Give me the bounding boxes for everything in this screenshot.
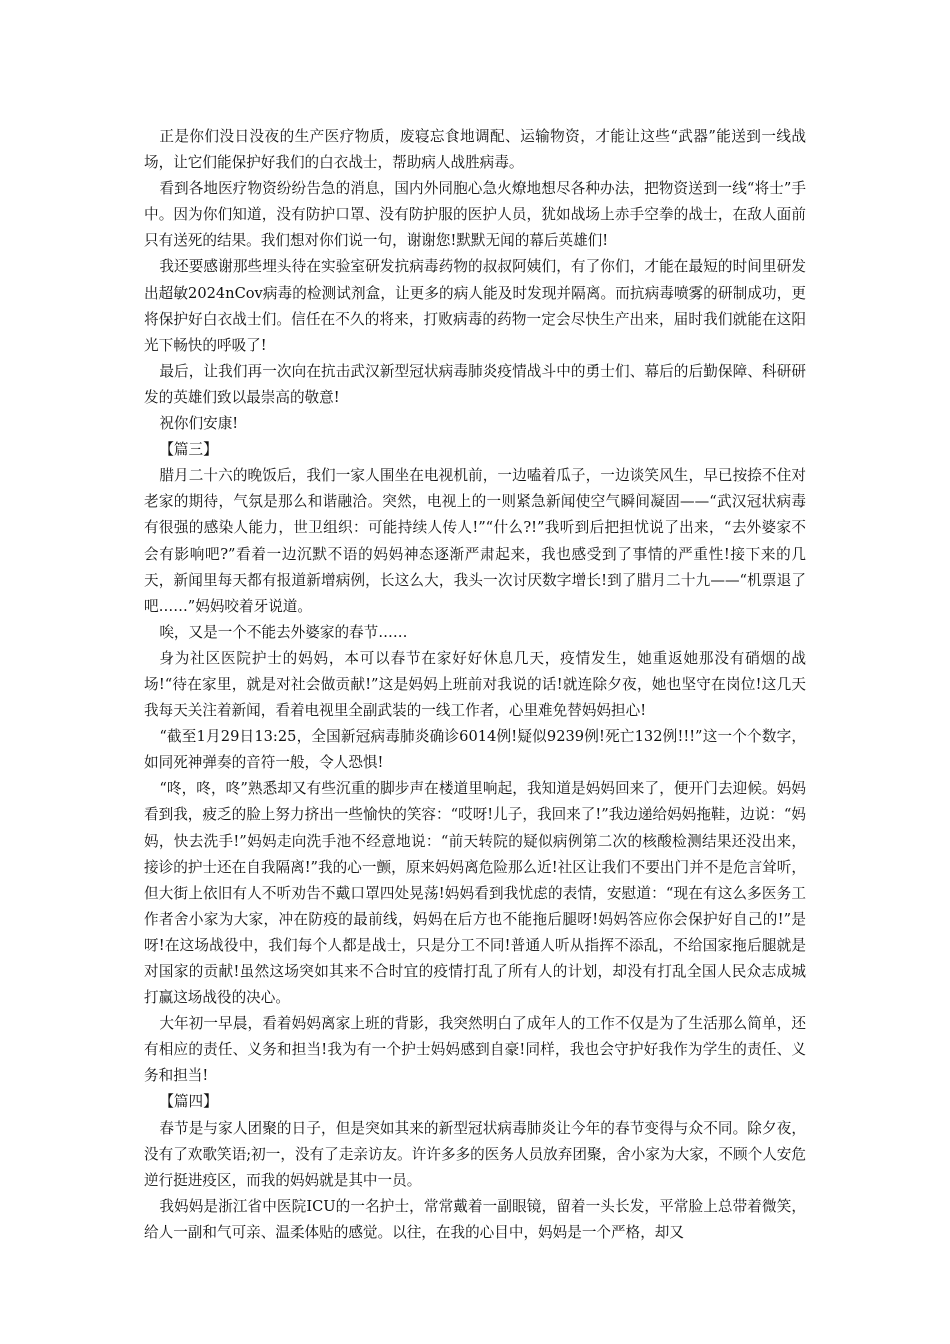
- paragraph-s3-4: “截至1月29日13:25，全国新冠病毒肺炎确诊6014例!疑似9239例!死亡132例!!!”这一个个数字，如同死神弹奏的音符一般，令人恐惧!: [144, 728, 806, 772]
- paragraph-1: 正是你们没日没夜的生产医疗物质，废寝忘食地调配、运输物资，才能让这些“武器”能送到一线战场，让它们能保护好我们的白衣战士，帮助病人战胜病毒。: [144, 128, 806, 172]
- section-heading-4: 【篇四】: [159, 1093, 218, 1111]
- paragraph-2: 看到各地医疗物资纷纷告急的消息，国内外同胞心急火燎地想尽各种办法，把物资送到一线“将士”手中。因为你们知道，没有防护口罩、没有防护服的医护人员，犹如战场上赤手空拳的战士，在敌人面前只有送死的结果。我们想对你们说一句，谢谢您!默默无闻的幕后英雄们!: [144, 180, 806, 250]
- paragraph-s4-2: 我妈妈是浙江省中医院ICU的一名护士，常常戴着一副眼镜，留着一头长发，平常脸上总带着微笑，给人一副和气可亲、温柔体贴的感觉。以往，在我的心目中，妈妈是一个严格，却又: [144, 1197, 806, 1241]
- paragraph-s3-3: 身为社区医院护士的妈妈，本可以春节在家好好休息几天，疫情发生，她重返她那没有硝烟的战场!“待在家里，就是对社会做贡献!”这是妈妈上班前对我说的话!就连除夕夜，她也坚守在岗位!这几天我每天关注着新闻，看着电视里全副武装的一线工作者，心里难免替妈妈担心!: [144, 649, 806, 720]
- paragraph-5: 祝你们安康!: [159, 415, 239, 433]
- paragraph-s4-1: 春节是与家人团聚的日子，但是突如其来的新型冠状病毒肺炎让今年的春节变得与众不同。除夕夜，没有了欢歌笑语;初一，没有了走亲访友。许许多多的医务人员放弃团聚，舍小家为大家，不顾个人安危逆行挺进疫区，而我的妈妈就是其中一员。: [144, 1119, 806, 1189]
- paragraph-s3-2: 唉，又是一个不能去外婆家的春节……: [159, 623, 408, 641]
- paragraph-s3-1: 腊月二十六的晚饭后，我们一家人围坐在电视机前，一边嗑着瓜子，一边谈笑风生，早已按捺不住对老家的期待，气氛是那么和谐融洽。突然，电视上的一则紧急新闻使空气瞬间凝固——“武汉冠状病毒有很强的感染人能力，世卫组织：可能持续人传人!”“什么?!”我听到后把担忧说了出来，“去外婆家不会有影响吧?”看着一边沉默不语的妈妈神态逐渐严肃起来，我也感受到了事情的严重性!接下来的几天，新闻里每天都有报道新增病例，长这么大，我头一次讨厌数字增长!到了腊月二十九——“机票退了吧……”妈妈咬着牙说道。: [144, 467, 806, 615]
- document-page: [144, 124, 806, 1246]
- paragraph-4: 最后，让我们再一次向在抗击武汉新型冠状病毒肺炎疫情战斗中的勇士们、幕后的后勤保障、科研研发的英雄们致以最崇高的敬意!: [144, 362, 806, 406]
- paragraph-3: 我还要感谢那些埋头待在实验室研发抗病毒药物的叔叔阿姨们，有了你们，才能在最短的时间里研发出超敏2024nCov病毒的检测试剂盒，让更多的病人能及时发现并隔离。而抗病毒喷雾的研制成功，更将保护好白衣战士们。信任在不久的将来，打败病毒的药物一定会尽快生产出来，届时我们就能在这阳光下畅快的呼吸了!: [144, 258, 806, 354]
- paragraph-s3-6: 大年初一早晨，看着妈妈离家上班的背影，我突然明白了成年人的工作不仅是为了生活那么简单，还有相应的责任、义务和担当!我为有一个护士妈妈感到自豪!同样，我也会守护好我作为学生的责任、义务和担当!: [144, 1015, 806, 1085]
- section-heading-3: 【篇三】: [159, 441, 218, 459]
- paragraph-s3-5: “咚，咚，咚”熟悉却又有些沉重的脚步声在楼道里响起，我知道是妈妈回来了，便开门去迎候。妈妈看到我，疲乏的脸上努力挤出一些愉快的笑容：“哎呀!儿子，我回来了!”我边递给妈妈拖鞋，边说：“妈妈，快去洗手!”妈妈走向洗手池不经意地说：“前天转院的疑似病例第二次的核酸检测结果还没出来，接诊的护士还在自我隔离!”我的心一颤，原来妈妈离危险那么近!社区让我们不要出门并不是危言耸听，但大街上依旧有人不听劝告不戴口罩四处晃荡!妈妈看到我忧虑的表情，安慰道：“现在有这么多医务工作者舍小家为大家，冲在防疫的最前线，妈妈在后方也不能拖后腿呀!妈妈答应你会保护好自己的!”是呀!在这场战役中，我们每个人都是战士，只是分工不同!普通人听从指挥不添乱，不给国家拖后腿就是对国家的贡献!虽然这场突如其来不合时宜的疫情打乱了所有人的计划，却没有打乱全国人民众志成城打赢这场战役的决心。: [144, 780, 806, 1007]
